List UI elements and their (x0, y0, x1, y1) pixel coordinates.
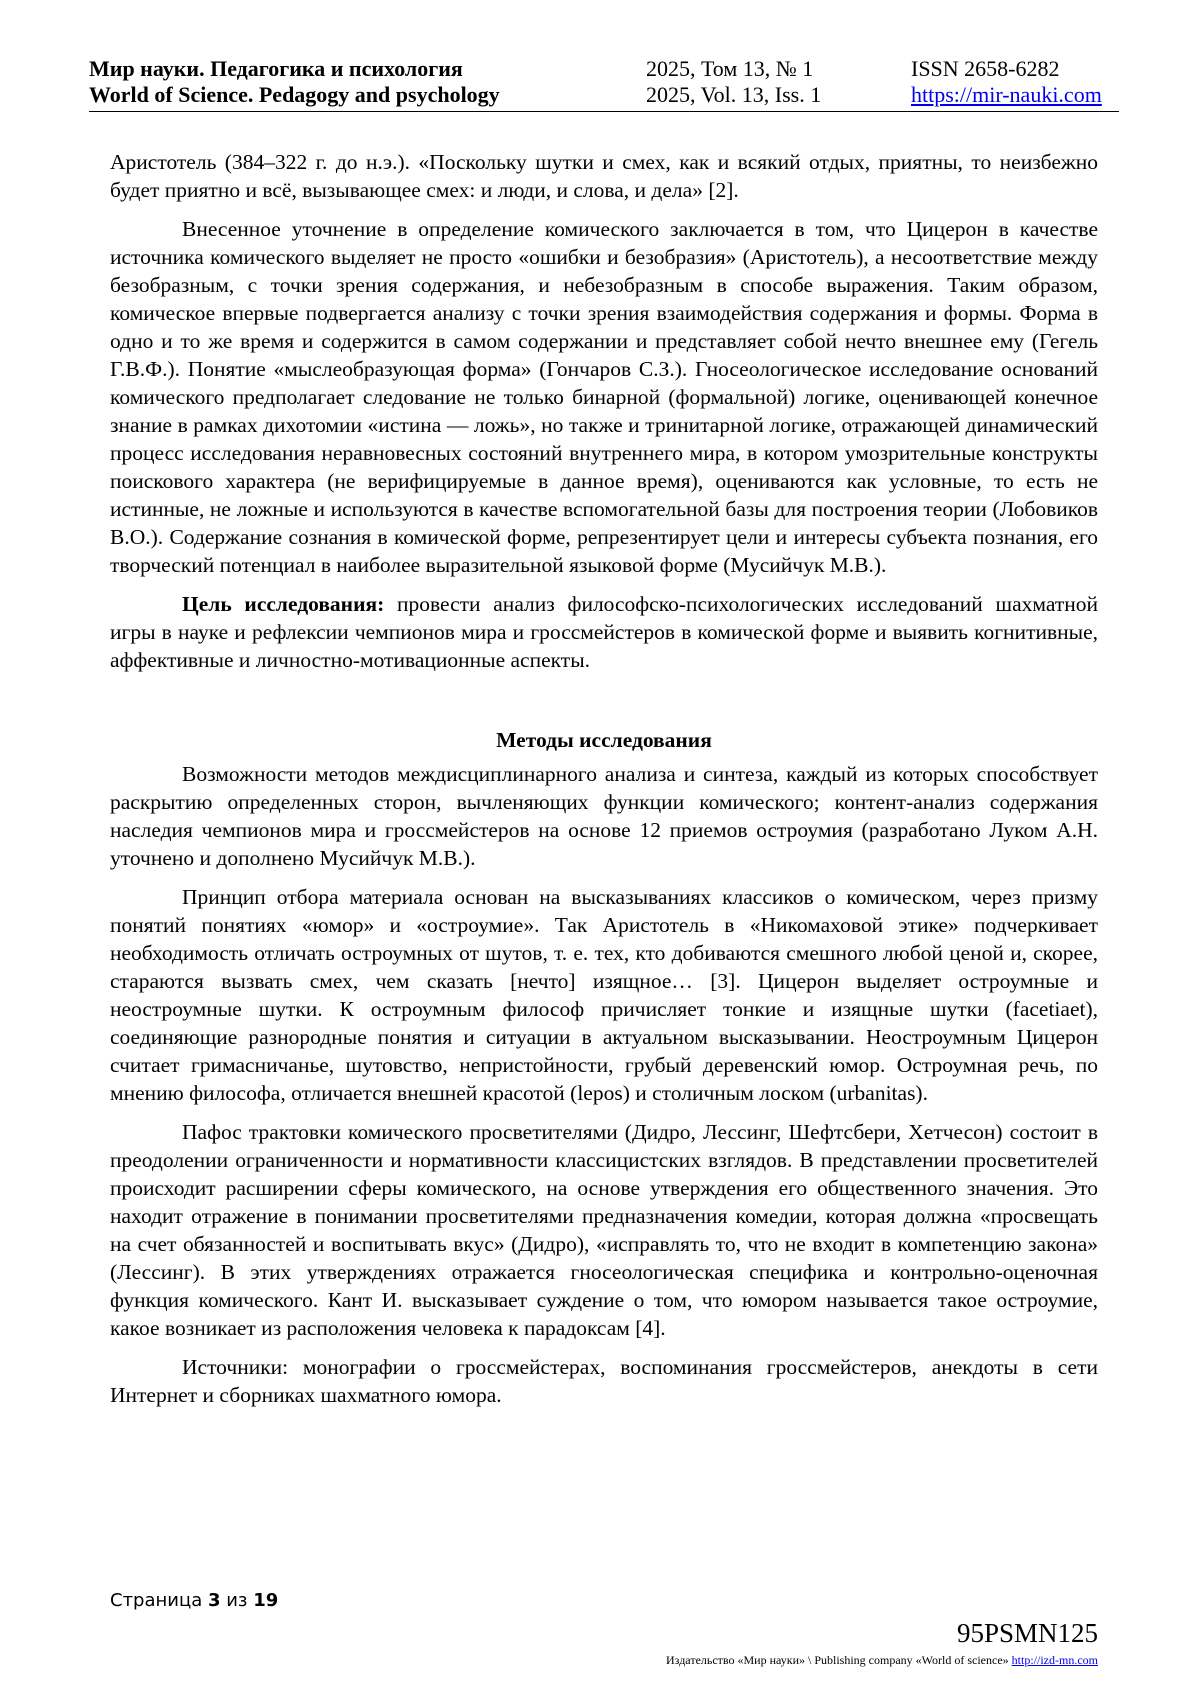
page-number: Страница 3 из 19 (110, 1590, 279, 1611)
paragraph-research-goal (110, 590, 1098, 674)
paragraph-comic-definition: Внесенное уточнение в определение комического заключается в том, что Цицерон в качестве источника комического выделяет не просто «ошибки и безобразия» (Аристотель), а несоответствие между безобразным, с точки зрения содержания, и небезобразным в способе выражения. Таким образом, комическое впервые подвергается анализу с точки зрения взаимодействия содержания и формы. Форма в одно и то же время и содержится в самом содержании и представляет собой нечто внешнее ему (Гегель Г.В.Ф.). Понятие «мыслеобразующая форма» (Гончаров С.З.). Гносеологическое исследование оснований комического предполагает следование не только бинарной (формальной) логике, оценивающей конечное знание в рамках дихотомии «истина — ложь», но также и тринитарной логике, отражающей динамический процесс исследования неравновесных состояний внутреннего мира, в котором умозрительные конструкты поискового характера (не верифицируемые в данное время), оцениваются как условные, то есть не истинные, не ложные и используются в качестве вспомогательной базы для построения теории (Лобовиков В.О.). Содержание сознания в комической форме, репрезентирует цели и интересы субъекта познания, его творческий потенциал в наиболее выразительной языковой форме (Мусийчук М.В.). (110, 217, 1098, 577)
volume-ru: 2025, Том 13, № 1 (646, 56, 814, 81)
page-header (89, 56, 1119, 112)
current-page: 3 (207, 1590, 221, 1611)
paragraph-aristotle-quote: Аристотель (384–322 г. до н.э.). «Поскольку шутки и смех, как и всякий отдых, приятны, то неизбежно будет приятно и всё, вызывающее смех: и люди, и слова, и дела» [2]. (110, 150, 1098, 202)
goal-text: провести анализ философско-психологических исследований шахматной игры в науке и рефлексии чемпионов мира и гроссмейстеров в комической форме и выявить когнитивные, аффективные и личностно-мотивационные аспекты. (110, 592, 1098, 672)
paragraph-methods: Возможности методов междисциплинарного анализа и синтеза, каждый из которых способствует раскрытию определенных сторон, вычленяющих функции комического; контент-анализ содержания наследия чемпионов мира и гроссмейстеров на основе 12 приемов остроумия (разработано Луком А.Н. уточнено и дополнено Мусийчук М.В.). (110, 762, 1098, 870)
paragraph-material-selection: Принцип отбора материала основан на высказываниях классиков о комическом, через призму понятий понятиях «юмор» и «остроумие». Так Аристотель в «Никомаховой этике» подчеркивает необходимость отличать остроумных от шутов, т. е. тех, кто добиваются смешного любой ценой и, скорее, стараются вызвать смех, чем сказать [нечто] изящное… [3]. Цицерон выделяет остроумные и неостроумные шутки. К остроумным философ причисляет тонкие и изящные шутки (facetiaet), соединяющие разнородные понятия и ситуации в актуальном высказывании. Неостроумным Цицерон считает гримасничанье, шутовство, непристойности, грубый деревенский юмор. Остроумная речь, по мнению философа, отличается внешней красотой (lepos) и столичным лоском (urbanitas). (110, 885, 1098, 1105)
volume-en: 2025, Vol. 13, Iss. 1 (646, 82, 822, 107)
goal-label: Цель исследования: (182, 592, 385, 616)
journal-title-en: World of Science. Pedagogy and psychology (89, 82, 500, 107)
issn-info (911, 56, 1102, 108)
publisher-text: Издательство «Мир науки» \ Publishing company «World of science» (666, 1653, 1012, 1667)
issn: ISSN 2658-6282 (911, 56, 1060, 81)
paragraph-enlightenment: Пафос трактовки комического просветителями (Дидро, Лессинг, Шефтсбери, Хетчесон) состоит в преодолении ограниченности и нормативности классицистских взглядов. В представлении просветителей происходит расширении сферы комического, на основе утверждения его общественного значения. Это находит отражение в понимании просветителями предназначения комедии, которая должна «просвещать на счет обязанностей и воспитывать вкус» (Дидро), «исправлять то, что не входит в компетенцию закона» (Лессинг). В этих утверждениях отражается гносеологическая специфика и контрольно-оценочная функция комического. Кант И. высказывает суждение о том, что юмором называется такое остроумие, какое возникает из расположения человека к парадоксам [4]. (110, 1120, 1098, 1340)
volume-info (646, 56, 821, 108)
journal-site-link[interactable]: https://mir-nauki.com (911, 82, 1102, 107)
methods-heading: Методы исследования (496, 728, 712, 752)
article-body (110, 148, 1098, 1420)
total-pages: 19 (253, 1590, 279, 1611)
publisher-link[interactable]: http://izd-mn.com (1011, 1653, 1098, 1667)
journal-title (89, 56, 500, 108)
paragraph-sources: Источники: монографии о гроссмейстерах, воспоминания гроссмейстеров, анекдоты в сети Интернет и сборниках шахматного юмора. (110, 1355, 1098, 1407)
article-code: 95PSMN125 (956, 1618, 1098, 1648)
publisher-line (666, 1653, 1098, 1668)
journal-title-ru: Мир науки. Педагогика и психология (89, 56, 463, 81)
